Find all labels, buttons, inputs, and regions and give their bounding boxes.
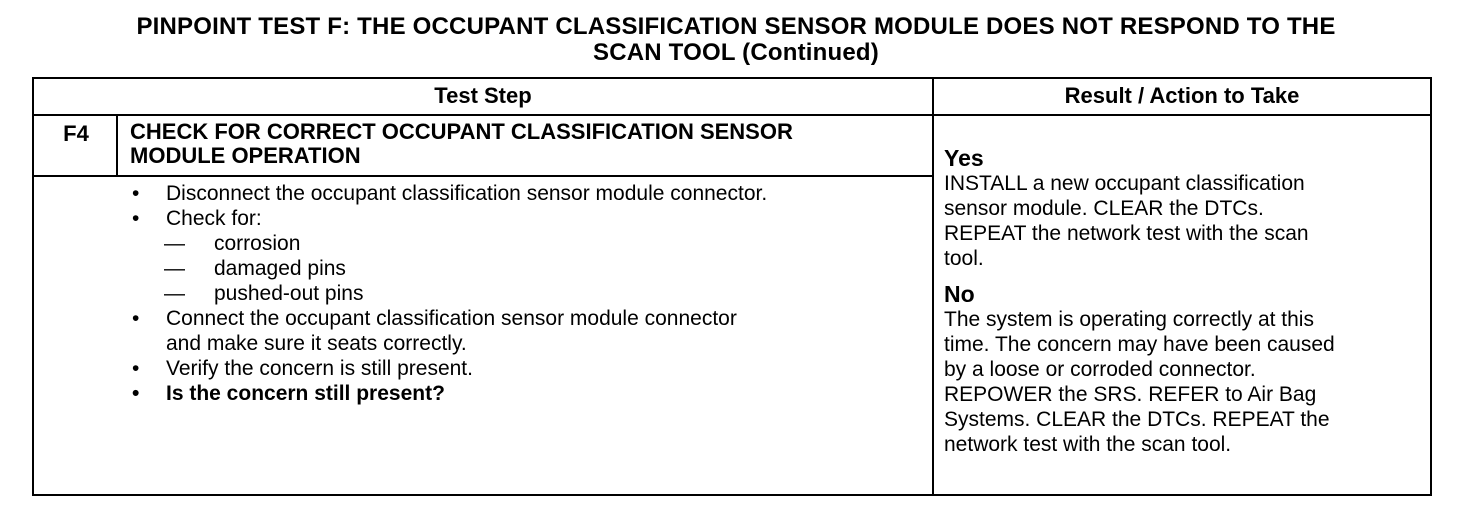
instruction-text: Verify the concern is still present.	[166, 357, 473, 380]
check-item-text: corrosion	[214, 232, 301, 255]
bullet-icon: •	[132, 207, 140, 230]
title-line-1: PINPOINT TEST F: THE OCCUPANT CLASSIFICATION SENSOR MODULE DOES NOT RESPOND TO THE	[136, 13, 1336, 40]
step-title-line-1: CHECK FOR CORRECT OCCUPANT CLASSIFICATION SENSOR	[130, 119, 793, 144]
yes-label: Yes	[944, 145, 984, 171]
no-label: No	[944, 281, 975, 307]
step-instructions	[128, 181, 928, 406]
bullet-icon: •	[132, 382, 140, 405]
step-title-divider	[34, 175, 933, 177]
result-action	[944, 145, 1429, 457]
list-item-question	[128, 381, 928, 406]
header-test-step: Test Step	[434, 83, 532, 108]
step-id: F4	[63, 121, 89, 146]
column-divider	[932, 79, 934, 494]
no-line: network test with the scan tool.	[944, 433, 1232, 456]
check-item-text: pushed-out pins	[214, 282, 364, 305]
pinpoint-test-table	[32, 77, 1432, 496]
question-text: Is the concern still present?	[166, 382, 445, 405]
list-item	[128, 206, 928, 231]
instruction-text: Connect the occupant classification sensor module connector	[166, 307, 737, 330]
bullet-icon: •	[132, 307, 140, 330]
yes-line: sensor module. CLEAR the DTCs.	[944, 197, 1264, 220]
page-title	[0, 14, 1472, 66]
list-item	[128, 356, 928, 381]
sub-list-item	[128, 256, 928, 281]
sub-list-item	[128, 231, 928, 256]
step-title	[130, 120, 920, 168]
header-result-action: Result / Action to Take	[1064, 83, 1300, 108]
yes-line: INSTALL a new occupant classification	[944, 172, 1305, 195]
yes-line: REPEAT the network test with the scan	[944, 222, 1309, 245]
no-line: The system is operating correctly at this	[944, 308, 1314, 331]
bullet-icon: •	[132, 182, 140, 205]
instruction-text: and make sure it seats correctly.	[166, 332, 467, 355]
bullet-icon: •	[132, 357, 140, 380]
instruction-text: Check for:	[166, 207, 262, 230]
check-item-text: damaged pins	[214, 257, 346, 280]
instruction-text: Disconnect the occupant classification sensor module connector.	[166, 182, 768, 205]
list-item	[128, 181, 928, 206]
dash-icon: —	[164, 282, 185, 305]
no-line: by a loose or corroded connector.	[944, 358, 1256, 381]
header-divider	[34, 114, 1430, 116]
step-title-line-2: MODULE OPERATION	[130, 143, 361, 168]
list-item-continuation	[128, 331, 928, 356]
dash-icon: —	[164, 257, 185, 280]
dash-icon: —	[164, 232, 185, 255]
no-line: REPOWER the SRS. REFER to Air Bag	[944, 383, 1317, 406]
no-line: time. The concern may have been caused	[944, 333, 1335, 356]
list-item	[128, 306, 928, 331]
no-line: Systems. CLEAR the DTCs. REPEAT the	[944, 408, 1330, 431]
sub-list-item	[128, 281, 928, 306]
yes-line: tool.	[944, 247, 984, 270]
title-line-2: SCAN TOOL (Continued)	[593, 39, 879, 66]
